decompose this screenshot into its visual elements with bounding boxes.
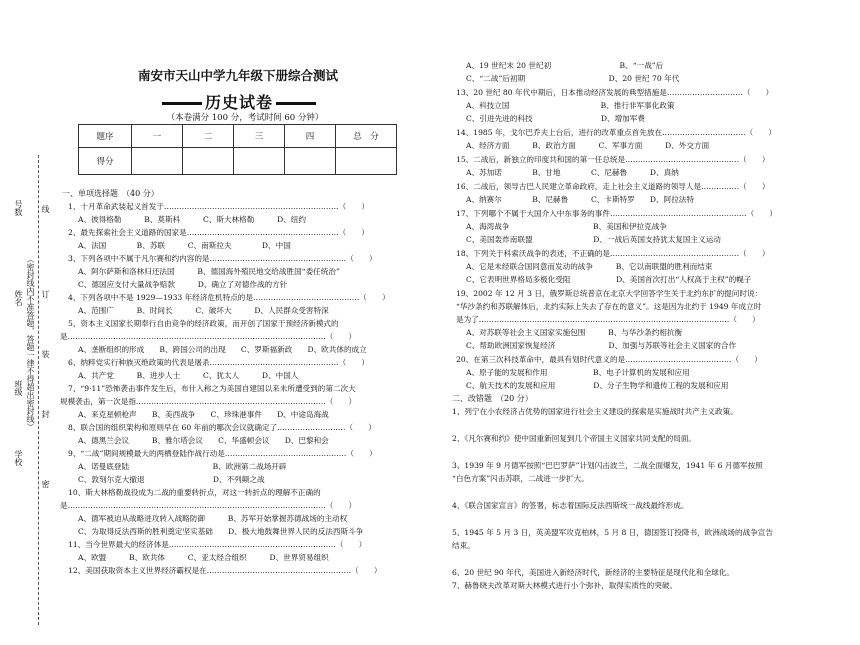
question-line: 3、下列各项中不属于凡尔赛和约内容的是………………………………………………（ ）: [68, 254, 377, 263]
question-line: 规模袭击，第一次是指…………………………………………………………………（ ）: [60, 397, 357, 406]
school-label: 学校: [14, 450, 23, 466]
score-entry-cell[interactable]: [285, 148, 336, 175]
question-line: 6、纳粹党实行种族灭绝政策的代表是屠杀……………………………………………（ ）: [68, 358, 369, 367]
option-line: A、19 世纪末 20 世纪初 B、“一战”后: [466, 61, 664, 70]
seat-number-label: 号数: [14, 200, 23, 216]
question-line: 4、下列各项中不是 1929—1933 年经济危机特点的是……………………………………（ ）: [68, 293, 390, 302]
score-entry-cell[interactable]: [183, 148, 234, 175]
question-line: 20、在第三次科技革命中，最具有划时代意义的是……………………………………（ ）: [456, 355, 762, 364]
score-cell: 总 分: [336, 125, 397, 148]
question-line: 5、资本主义国家长期奉行自由竞争的经济政策，而开创了国家干预经济新模式的: [68, 319, 339, 328]
question-line: 15、二战后，新独立的印度共和国的第一任总统是………………………………………（ ）: [456, 155, 770, 164]
question-line: 11、当今世界最大的经济体是…………………………………………………………（ ）: [68, 540, 367, 549]
option-line: C、引进先进的科技 D、增加军费: [466, 114, 645, 123]
exam-subtitle: [150, 90, 328, 113]
option-line: A、法国 B、苏联 C、南斯拉夫 D、中国: [78, 241, 291, 250]
question-line: “华沙条约和苏联解体后，北约实际上失去了存在的意义”。这是因为北约于 1949 年成立时: [456, 302, 762, 311]
option-line: A、它是未经联合国同意而发动的战争 B、它以南联盟的胜利而结束: [466, 262, 713, 271]
subtitle-rule-right: [276, 102, 316, 105]
seal-mark-feng: 封: [41, 410, 50, 418]
section-heading: 一、单项选择题 （40 分）: [62, 189, 159, 198]
question-line: 16、二战后，领导古巴人民建立革命政府，走上社会主义道路的领导人是……………（ ）: [456, 182, 770, 191]
score-entry-cell[interactable]: [234, 148, 285, 175]
correction-item: 3、1939 年 9 月德军按照“巴巴罗萨”计划闪击波兰，二战全面爆发，1941 年 6 月德军按照: [452, 461, 763, 470]
score-cell: 四: [285, 125, 336, 148]
option-line: A、经济方面 B、政治方面 C、军事方面 D、外交方面: [466, 141, 710, 150]
seal-dashed-line: [38, 155, 39, 625]
option-line: A、原子能的发展和作用 B、电子计算机的发展和应用: [466, 368, 690, 377]
class-label: 班级: [14, 380, 23, 396]
option-line: A、共产党 B、进步人士 C、犹太人 D、中国人: [78, 371, 299, 380]
question-line: 12、美国获取资本主义世界经济霸权是在…………………………………………………（ ）: [68, 566, 382, 575]
correction-item: 结束。: [452, 541, 475, 550]
correction-item: “白色方案”闪击苏联，二战进一步扩大。: [452, 474, 589, 483]
question-line: 19、2002 年 12 月 3 日，俄罗斯总统普京在北京大学回答学生关于北约东扩的提问时说：: [456, 289, 763, 298]
seal-mark-ding: 订: [41, 290, 50, 298]
seal-mark-xian: 线: [41, 205, 50, 213]
score-cell: 得分: [79, 148, 132, 175]
question-line: 10、斯大林格勒战役成为二战的重要转折点，对这一转折点的理解不正确的: [68, 488, 321, 497]
question-line: 1、十月革命武装起义首发于……………………………………………………………（ ）: [68, 202, 369, 211]
question-line: 是…………………………………………………………………………………………（ ）: [60, 332, 357, 341]
subtitle-rule-left: [162, 102, 202, 105]
score-table: [78, 124, 397, 175]
option-line: C、敦刻尔克大撤退 D、不列颠之战: [78, 475, 265, 484]
correction-item: 4、《联合国家宣言》的签署，标志着国际反法西斯统一战线最终形成。: [452, 501, 689, 510]
score-cell: 一: [132, 125, 183, 148]
option-line: A、彼得格勒 B、莫斯科 C、斯大林格勒 D、纽约: [78, 215, 306, 224]
question-line: 18、下列关于科索沃战争的表述，不正确的是……………………………………………（ ）: [456, 249, 770, 258]
option-line: A、纳赛尔 B、尼赫鲁 C、卡斯特罗 D、阿拉法特: [466, 195, 694, 204]
option-line: C、美国轰炸南联盟 D、一战后英国支持犹太复国主义运动: [466, 235, 721, 244]
option-line: C、“二战”后初期 D、20 世纪 70 年代: [466, 74, 680, 83]
question-line: 7、“9·11”恐怖袭击事件发生后，布什入称之为美国自建国以来未所遭受到的第二次大: [68, 384, 356, 393]
question-line: 13、20 世纪 80 年代中期后，日本推动经济发展的典型措施是…………………………（ ）: [456, 88, 774, 97]
question-line: 17、下列哪个不属于大国介入中东事务的事件………………………………………………（ ）: [456, 209, 778, 218]
option-line: A、苏加诺 B、甘地 C、尼赫鲁 D、真纳: [466, 168, 679, 177]
correction-item: 6、20 世纪 90 年代，美国进入新经济时代，新经济的主要特征是现代化和全球化。: [452, 568, 734, 577]
option-line: C、德国应支付大量战争赔款 D、确立了对德作战的方针: [78, 280, 288, 289]
seal-warning: （密封线内不准答题，答题一律不得超出密封线）: [26, 255, 35, 431]
option-line: A、范围广 B、时间长 C、破坏大 D、人民群众受害特深: [78, 306, 329, 315]
correction-item: 7、赫鲁晓夫改革对斯大林模式进行小个弥补，取得实质性的突破。: [452, 581, 678, 590]
exam-note: （本卷满分 100 分，考试时间 60 分钟）: [166, 113, 324, 123]
correction-item: 1、列宁在小农经济占优势的国家进行社会主义建设的探索是实施战时共产主义政策。: [452, 407, 738, 416]
option-line: A、来克星顿枪声 B、美西战争 C、珍珠港事件 D、中途岛海战: [78, 410, 329, 419]
question-line: 是为了………………………………………………………………………………………（ ）: [456, 315, 760, 324]
option-line: C、帮助欧洲国家恢复经济 D、加强与苏联等社会主义国家的合作: [466, 341, 737, 350]
option-line: C、航天技术的发展和应用 D、分子生物学和遗传工程的发展和应用: [466, 381, 729, 390]
score-entry-cell[interactable]: [336, 148, 397, 175]
option-line: A、欧盟 B、欧共体 C、亚太经合组织 D、世界贸易组织: [78, 553, 329, 562]
question-line: 14、1985 年，戈尔巴乔夫上台后，进行的改革重点首先放在……………………………（ ）: [456, 128, 776, 137]
option-line: A、海湾战争 B、美国和伊拉克战争: [466, 222, 667, 231]
name-label: 姓名: [14, 290, 23, 306]
score-cell: 三: [234, 125, 285, 148]
option-line: A、对苏联等社会主义国家实施包围 B、与华沙条约相抗衡: [466, 328, 683, 337]
option-line: A、德黑兰会议 B、雅尔塔会议 C、华盛顿会议 D、巴黎和会: [78, 436, 329, 445]
option-line: A、垄断组织的形成 B、跨国公司的出现 C、罗斯福新政 D、欧共体的成立: [78, 345, 367, 354]
binding-strip: [0, 150, 58, 630]
score-cell: 二: [183, 125, 234, 148]
option-line: A、诺曼底登陆 B、欧洲第二战场开辟: [78, 462, 287, 471]
seal-mark-zhuang: 装: [41, 350, 50, 358]
exam-title: 南安市天山中学九年级下册综合测试: [137, 68, 338, 83]
option-line: C、为取得反法西斯的胜利奠定坚实基础 D、极大地鼓舞世界人民的反法西斯斗争: [78, 527, 364, 536]
question-line: 8、联合国的组织架构和原则早在 60 年前的哪次会议就确定了………………………（ ）: [68, 423, 376, 432]
option-line: C、它表明世界格局多极化受阻 D、美国首次打出“人权高于主权”的幌子: [466, 275, 752, 284]
score-table-header-row: [79, 125, 397, 148]
question-line: 2、最先探索社会主义道路的国家是……………………………………………………（ ）: [68, 228, 369, 237]
option-line: A、科技立国 B、推行非军事化政策: [466, 101, 675, 110]
question-line: 9、“二战”期间规模最大的两栖登陆作战行动是…………………………………………（ ）: [68, 449, 377, 458]
question-line: 是…………………………………………………………………………………………（ ）: [60, 501, 357, 510]
subtitle-text: 历史试卷: [204, 93, 273, 112]
seal-mark-mi: 密: [41, 480, 50, 488]
score-entry-cell[interactable]: [132, 148, 183, 175]
option-line: A、德军被迫从战略进攻转入战略防御 B、苏军开始掌握苏德战场的主动权: [78, 514, 348, 523]
score-table-score-row: [79, 148, 397, 175]
section-heading: 二、改错题 （20 分）: [452, 394, 533, 403]
option-line: A、阿尔萨斯和洛林归还法国 B、德国海外殖民地交给战胜国“委任统治”: [78, 267, 340, 276]
score-cell: 题序: [79, 125, 132, 148]
correction-item: 5、1945 年 5 月 3 日，英美盟军攻克柏林，5 月 8 日，德国签订投降书，欧洲战场的战争宣告: [452, 528, 773, 537]
correction-item: 2、《凡尔赛和约》使中国重新回复到几个帝国主义国家共同支配的局面。: [452, 434, 697, 443]
